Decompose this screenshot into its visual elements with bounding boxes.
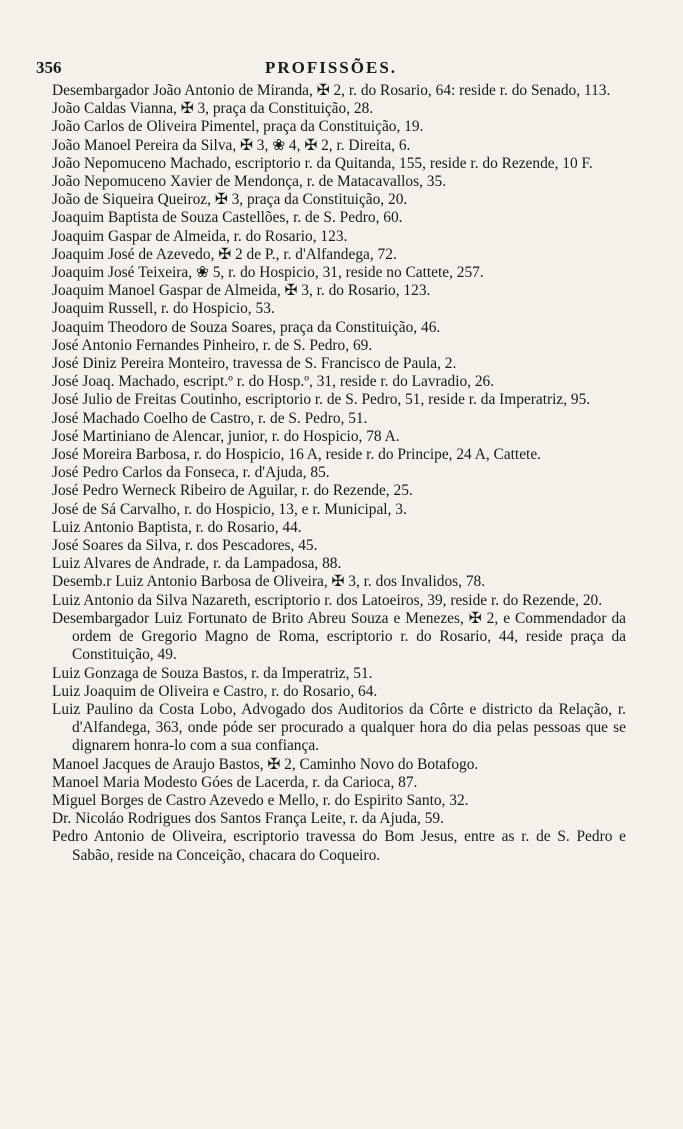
directory-entry: João Caldas Vianna, ✠ 3, praça da Constituição, 28. (52, 100, 374, 118)
directory-entry: Dr. Nicoláo Rodrigues dos Santos França Leite, r. da Ajuda, 59. (52, 810, 444, 828)
directory-entry: Manoel Jacques de Araujo Bastos, ✠ 2, Caminho Novo do Botafogo. (52, 755, 479, 773)
directory-entry: José Pedro Werneck Ribeiro de Aguilar, r. do Rezende, 25. (52, 482, 413, 500)
directory-entry: Luiz Alvares de Andrade, r. da Lampadosa, 88. (52, 555, 342, 573)
directory-entry: José Antonio Fernandes Pinheiro, r. de S. Pedro, 69. (52, 336, 373, 354)
directory-entry: Miguel Borges de Castro Azevedo e Mello, r. do Espirito Santo, 32. (52, 791, 469, 809)
directory-entry: Luiz Paulino da Costa Lobo, Advogado dos Auditorios da Côrte e districto da Relação, r. d'Alfandega, 363, onde póde ser procurado a qualquer hora do dia pelas pessoas que se dignarem honra-lo com a sua confiança. (52, 700, 626, 755)
directory-entry: Desembargador Luiz Fortunato de Brito Abreu Souza e Menezes, ✠ 2, e Commendador da ordem de Gregorio Magno de Roma, escriptorio r. do Rosario, 44, reside praça da Constituição, 49. (52, 609, 626, 664)
directory-entry: Luiz Joaquim de Oliveira e Castro, r. do Rosario, 64. (52, 682, 378, 700)
directory-entry: José Martiniano de Alencar, junior, r. do Hospicio, 78 A. (52, 427, 400, 445)
directory-entry: João Manoel Pereira da Silva, ✠ 3, ❀ 4, ✠ 2, r. Direita, 6. (52, 136, 411, 154)
directory-entry: Luiz Antonio Baptista, r. do Rosario, 44. (52, 518, 302, 536)
directory-entry: José Julio de Freitas Coutinho, escriptorio r. de S. Pedro, 51, reside r. da Imperatriz, 95. (52, 391, 591, 409)
directory-entry: José Moreira Barbosa, r. do Hospicio, 16 A, reside r. do Principe, 24 A, Cattete. (52, 446, 541, 464)
directory-entry: Joaquim José Teixeira, ❀ 5, r. do Hospicio, 31, reside no Cattete, 257. (52, 264, 484, 282)
directory-entry: Joaquim Manoel Gaspar de Almeida, ✠ 3, r. do Rosario, 123. (52, 282, 431, 300)
directory-entry: Desemb.r Luiz Antonio Barbosa de Oliveira, ✠ 3, r. dos Invalidos, 78. (52, 573, 486, 591)
directory-entry: José de Sá Carvalho, r. do Hospicio, 13, e r. Municipal, 3. (52, 500, 407, 518)
directory-entry: Desembargador João Antonio de Miranda, ✠ 2, r. do Rosario, 64: reside r. do Senado, 113. (52, 82, 611, 99)
directory-entry: Luiz Gonzaga de Souza Bastos, r. da Imperatriz, 51. (52, 664, 373, 682)
directory-entry: José Diniz Pereira Monteiro, travessa de S. Francisco de Paula, 2. (52, 355, 457, 373)
directory-entry: Luiz Antonio da Silva Nazareth, escriptorio r. dos Latoeiros, 39, reside r. do Rezende, 20. (52, 591, 603, 609)
directory-entry: João Nepomuceno Xavier de Mendonça, r. de Matacavallos, 35. (52, 173, 447, 191)
directory-entry: Joaquim José de Azevedo, ✠ 2 de P., r. d'Alfandega, 72. (52, 245, 397, 263)
directory-entry: José Pedro Carlos da Fonseca, r. d'Ajuda, 85. (52, 464, 330, 482)
directory-entry: Manoel Maria Modesto Góes de Lacerda, r. da Carioca, 87. (52, 773, 418, 791)
directory-entry: Joaquim Russell, r. do Hospicio, 53. (52, 300, 275, 318)
directory-entry: João Nepomuceno Machado, escriptorio r. da Quitanda, 155, reside r. do Rezende, 10 F. (52, 154, 593, 172)
running-title: PROFISSÕES. (264, 58, 398, 77)
directory-entry: José Machado Coelho de Castro, r. de S. Pedro, 51. (52, 409, 368, 427)
page-number: 356 (36, 58, 62, 77)
directory-entries (52, 82, 626, 865)
directory-entry: José Joaq. Machado, escript.º r. do Hosp.º, 31, reside r. do Lavradio, 26. (52, 373, 495, 391)
directory-entry: Joaquim Theodoro de Souza Soares, praça da Constituição, 46. (52, 318, 441, 336)
directory-entry: João de Siqueira Queiroz, ✠ 3, praça da Constituição, 20. (52, 191, 408, 209)
directory-entry: Joaquim Gaspar de Almeida, r. do Rosario, 123. (52, 227, 348, 245)
page-header (36, 58, 626, 80)
directory-entry: José Soares da Silva, r. dos Pescadores, 45. (52, 537, 318, 555)
directory-entry: Pedro Antonio de Oliveira, escriptorio travessa do Bom Jesus, entre as r. de S. Pedro e Sabão, reside na Conceição, chacara do Coqueiro. (52, 828, 626, 864)
directory-entry: Joaquim Baptista de Souza Castellões, r. de S. Pedro, 60. (52, 209, 403, 227)
directory-entry: João Carlos de Oliveira Pimentel, praça da Constituição, 19. (52, 118, 424, 136)
